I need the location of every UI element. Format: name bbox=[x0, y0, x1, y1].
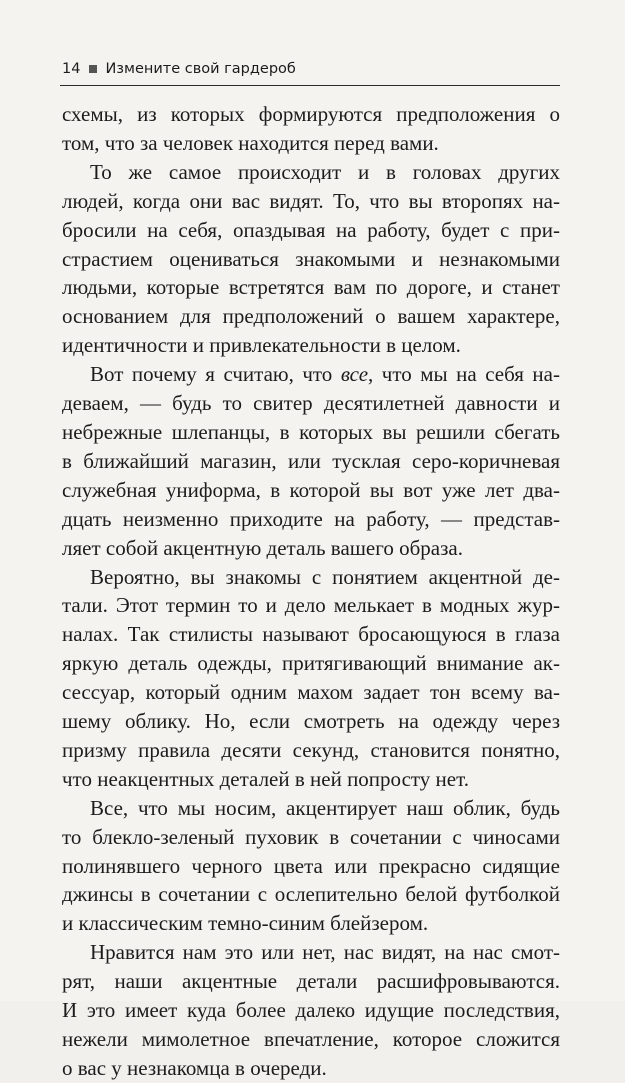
text-line: схемы, из которых формируются предположения о bbox=[62, 102, 560, 126]
text-line: что неакцентных деталей в ней попросту нет. bbox=[62, 766, 469, 791]
text-line: То же самое происходит и в головах других bbox=[90, 159, 560, 184]
square-bullet-icon bbox=[89, 65, 97, 73]
text-line: тали. Этот термин то и дело мелькает в модных жур- bbox=[62, 593, 560, 618]
text-line: служебная униформа, в которой вы вот уже лет два- bbox=[62, 477, 560, 502]
paragraph bbox=[62, 563, 560, 794]
text-line: полинявшего черного цвета или прекрасно сидящие bbox=[62, 853, 560, 878]
text-line: шему облику. Но, если смотреть на одежду через bbox=[62, 709, 560, 734]
text-line: джинсы в сочетании с ослепительно белой футболкой bbox=[62, 882, 560, 907]
text-line: в ближайший магазин, или тусклая серо-коричневая bbox=[62, 448, 560, 473]
body-text bbox=[62, 100, 560, 1083]
paragraph-continued bbox=[62, 100, 560, 158]
paragraph bbox=[62, 158, 560, 360]
text-run: , что мы на себя на- bbox=[368, 362, 560, 387]
text-line: деваем, — будь то свитер десятилетней давности и bbox=[62, 391, 560, 416]
header-rule bbox=[60, 85, 560, 86]
emphasis: все bbox=[340, 362, 369, 387]
text-line bbox=[62, 360, 560, 389]
chapter-title: Измените свой гардероб bbox=[105, 61, 296, 77]
page-number: 14 bbox=[62, 61, 81, 77]
paragraph bbox=[62, 360, 560, 562]
text-line: страстием оцениваться знакомыми и незнакомыми bbox=[62, 246, 560, 271]
text-line: рят, наши акцентные детали расшифровываются. bbox=[62, 969, 560, 994]
text-line: ляет собой акцентную деталь вашего образа. bbox=[62, 535, 463, 560]
text-line: людьми, которые встретятся вам по дороге, и станет bbox=[62, 275, 560, 300]
text-line: И это имеет куда более далеко идущие последствия, bbox=[62, 998, 560, 1023]
text-line: том, что за человек находится перед вами. bbox=[62, 130, 439, 155]
text-line: и классическим темно-синим блейзером. bbox=[62, 911, 429, 936]
text-run: Вот почему я считаю, что bbox=[90, 362, 341, 387]
text-line: о вас у незнакомца в очереди. bbox=[62, 1055, 327, 1080]
text-line: бросили на себя, опаздывая на работу, будет с при- bbox=[62, 217, 560, 242]
text-line: людей, когда они вас видят. То, что вы второпях на- bbox=[62, 188, 560, 213]
paragraph bbox=[62, 794, 560, 939]
paragraph bbox=[62, 938, 560, 1083]
text-line: основанием для предположений о вашем характере, bbox=[62, 304, 560, 329]
text-line: сессуар, который одним махом задает тон всему ва- bbox=[62, 680, 560, 705]
text-line: Вероятно, вы знакомы с понятием акцентной де- bbox=[90, 564, 560, 589]
text-line: Нравится нам это или нет, нас видят, на нас смот- bbox=[90, 940, 560, 965]
text-line: яркую деталь одежды, притягивающий внимание ак- bbox=[62, 651, 560, 676]
text-line: идентичности и привлекательности в целом. bbox=[62, 333, 461, 358]
text-line: призму правила десяти секунд, становится понятно, bbox=[62, 737, 560, 762]
text-line: налах. Так стилисты называют бросающуюся в глаза bbox=[62, 622, 560, 647]
text-line: дцать неизменно приходите на работу, — представ- bbox=[62, 506, 560, 531]
text-line: небрежные шлепанцы, в которых вы решили сбегать bbox=[62, 419, 560, 444]
text-line: то блекло-зеленый пуховик в сочетании с чиносами bbox=[62, 824, 560, 849]
text-line: Все, что мы носим, акцентирует наш облик, будь bbox=[90, 795, 560, 820]
text-line: нежели мимолетное впечатление, которое сложится bbox=[62, 1027, 560, 1051]
running-head bbox=[62, 58, 559, 80]
